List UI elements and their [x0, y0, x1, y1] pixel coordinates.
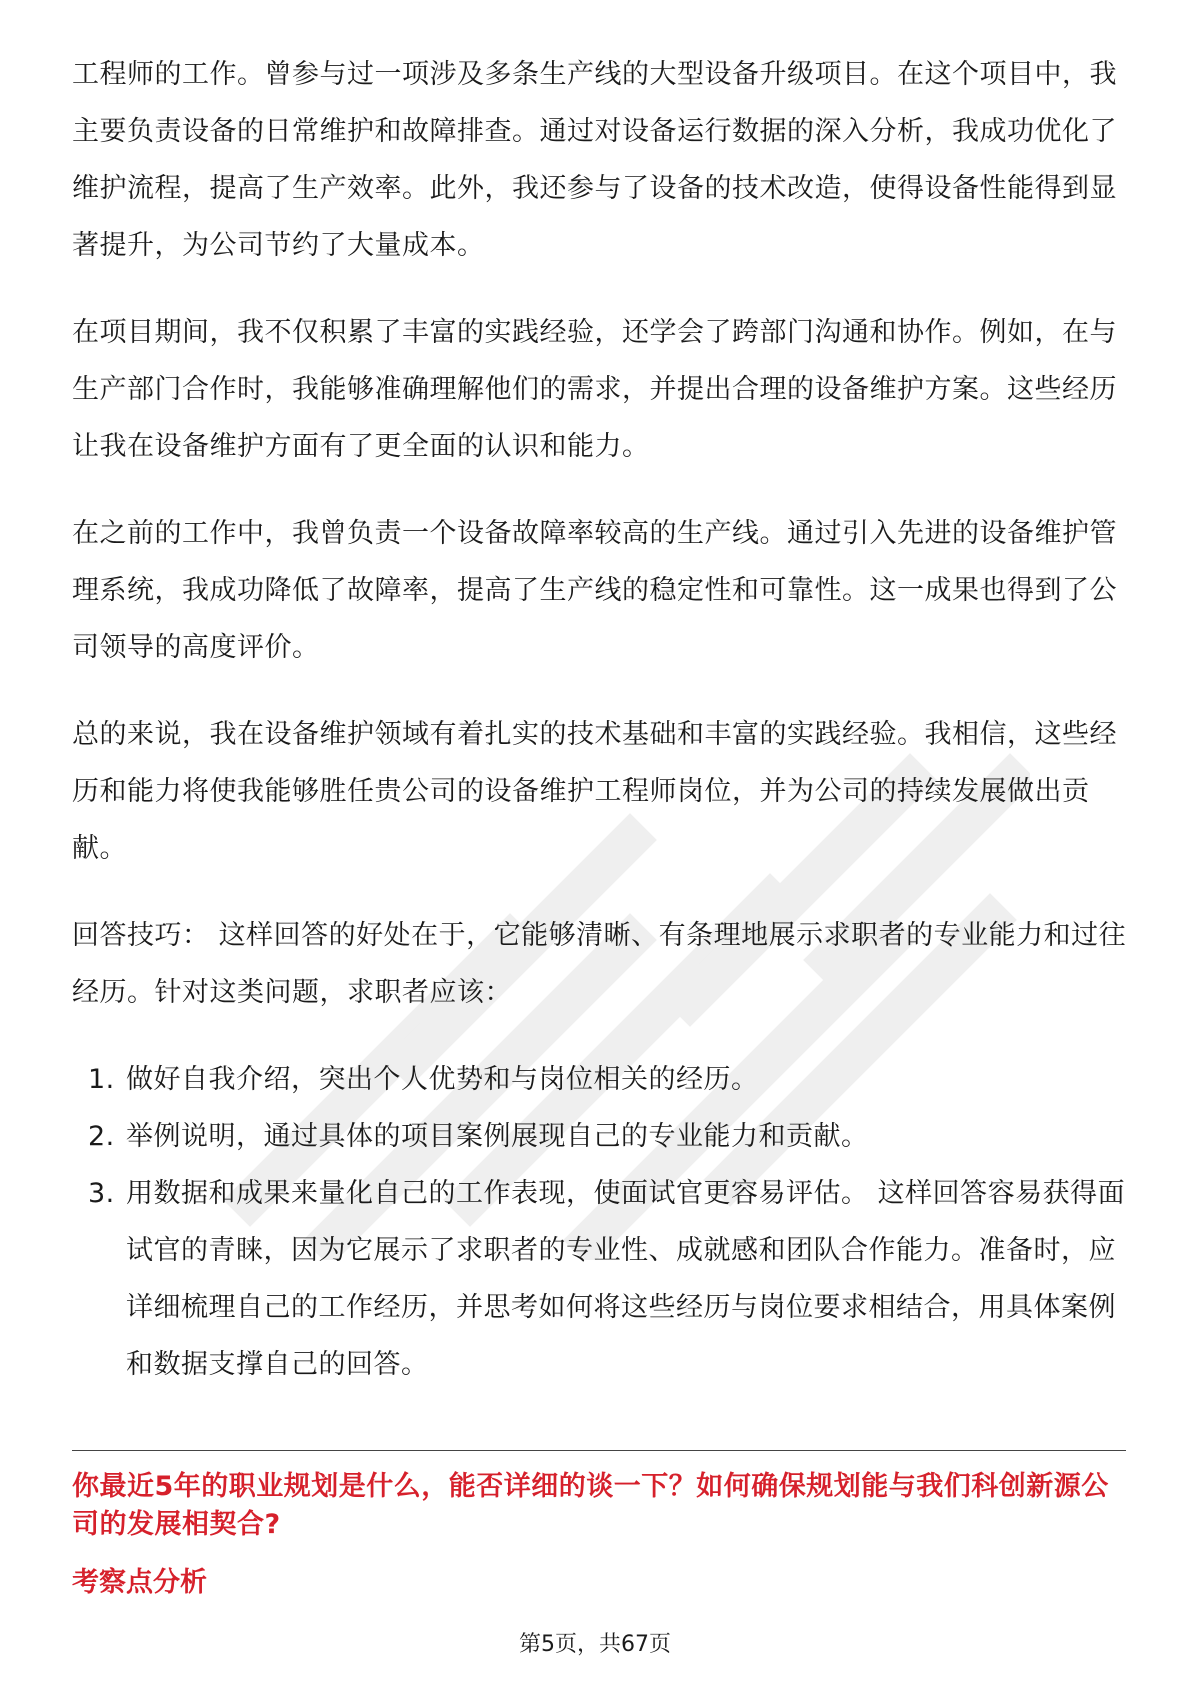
page-footer: 第5页，共67页 — [519, 1632, 671, 1657]
analysis-section-title: 考察点分析 — [72, 1567, 207, 1598]
paragraph-project-experience: 工程师的工作。曾参与过一项涉及多条生产线的大型设备升级项目。在这个项目中，我主要负责设备的日常维护和故障排查。通过对设备运行数据的深入分析，我成功优化了维护流程，提高了生产效率。此外，我还参与了设备的技术改造，使得设备性能得到显著提升，为公司节约了大量成本。 — [72, 59, 1117, 261]
paragraph-collaboration: 在项目期间，我不仅积累了丰富的实践经验，还学会了跨部门沟通和协作。例如，在与生产部门合作时，我能够准确理解他们的需求，并提出合理的设备维护方案。这些经历让我在设备维护方面有了更全面的认识和能力。 — [72, 317, 1117, 462]
list-item-text: 举例说明，通过具体的项目案例展现自己的专业能力和贡献。 — [126, 1121, 869, 1152]
main-content — [72, 46, 1132, 1393]
paragraph-previous-work: 在之前的工作中，我曾负责一个设备故障率较高的生产线。通过引入先进的设备维护管理系统，我成功降低了故障率，提高了生产线的稳定性和可靠性。这一成果也得到了公司领导的高度评价。 — [72, 518, 1117, 663]
list-item-number: 2. — [88, 1121, 115, 1152]
tips-list — [72, 1051, 1132, 1393]
list-item-text: 做好自我介绍，突出个人优势和与岗位相关的经历。 — [126, 1064, 759, 1095]
section-divider — [72, 1450, 1126, 1451]
next-interview-question: 你最近5年的职业规划是什么，能否详细的谈一下？如何确保规划能与我们科创新源公司的发展相契合? — [72, 1471, 1109, 1540]
paragraph-summary: 总的来说，我在设备维护领域有着扎实的技术基础和丰富的实践经验。我相信，这些经历和能力将使我能够胜任贵公司的设备维护工程师岗位，并为公司的持续发展做出贡献。 — [72, 719, 1117, 864]
list-item-number: 3. — [88, 1178, 115, 1209]
paragraph-answer-tips: 回答技巧： 这样回答的好处在于，它能够清晰、有条理地展示求职者的专业能力和过往经历。针对这类问题，求职者应该： — [72, 920, 1127, 1008]
list-item-number: 1. — [88, 1064, 115, 1095]
list-item — [72, 1165, 1132, 1393]
list-item — [72, 1108, 1132, 1165]
list-item-text: 用数据和成果来量化自己的工作表现，使面试官更容易评估。 这样回答容易获得面试官的青睐，因为它展示了求职者的专业性、成就感和团队合作能力。准备时，应详细梳理自己的工作经历，并思考如何将这些经历与岗位要求相结合，用具体案例和数据支撑自己的回答。 — [126, 1178, 1126, 1380]
list-item — [72, 1051, 1132, 1108]
